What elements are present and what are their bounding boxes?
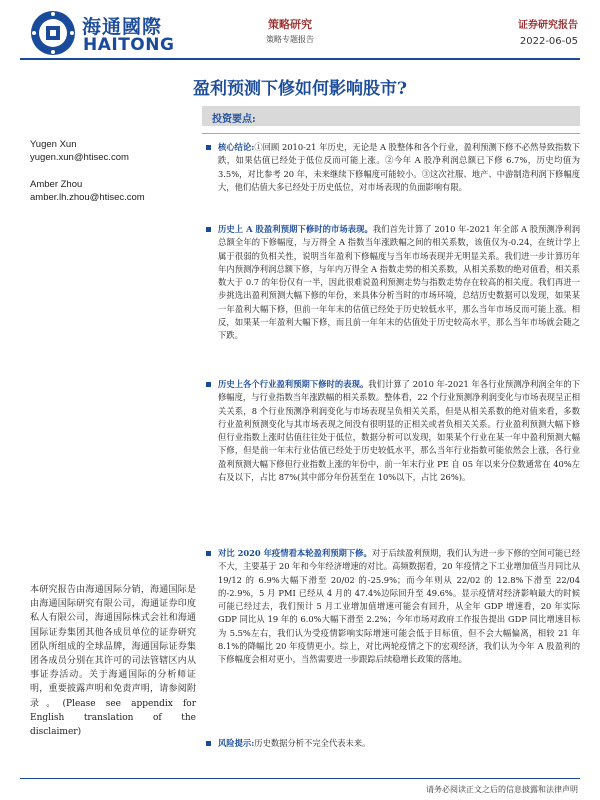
bullet-text: 我们首先计算了 2010 年-2021 年全部 A 股预测净利润总额全年的下修幅度，与万得全 A 指数当年涨跌幅之间的相关系数，该值仅为-0.24，在统计学上属于很弱的负相关性，说明当年盈利下修幅度与当年市场表现并无明显关系。我们进一步计算历年年内预测净利润总额下修，与年内万得全 A 指数走势的相关系数，从相关系数的绝对值看，相关系数大于 0.7 的年份仅有一半，因此很难说盈利预测走势与指数走势存在较高的相关度。我们再进一步挑选出盈利预测大幅下修的年份，来具体分析当时的市场环境，总结历史数据可以发现，如果某一年盈利大幅下修，但前一年年末的估值已经处于历史较低水平，那么当年市场反而可能上涨。相反，如果某一年盈利大幅下修，而且前一年年末的估值处于历史较高水平，那么当年市场就会随之下跌。 (218, 224, 581, 341)
bullet-square-icon (206, 741, 211, 746)
key-points-label: 投资要点: (212, 114, 256, 125)
report-date: 2022-06-05 (519, 36, 578, 47)
bullet-text: ①回顾 2010-21 年历史，无论是 A 股整体和各个行业，盈利预测下修不必然导致指数下跌，如果估值已经处于低位反而可能上涨。②今年 A 股净利润总额已下修 6.7%，历史均值为 3.5%，对比参考 20 年，未来继续下修幅度可能较小。③这次社服、地产、中游制造利润下修幅度大，他们估值大多已经处于历史低位，对市场表现的负面影响有限。 (218, 142, 580, 192)
report-category: 证券研究报告 (518, 20, 578, 31)
bullet-covid-comparison (206, 547, 580, 667)
logo-chinese-name: 海通國際 (82, 16, 163, 38)
bullet-core-conclusion (206, 141, 580, 194)
bullet-lead: 核心结论: (218, 142, 255, 152)
header-divider (20, 58, 580, 60)
bullet-text: 我们计算了 2010 年-2021 年各行业预测净利润全年的下修幅度，与行业指数当年涨跌幅的相关系数。整体看，22 个行业预测净利润变化与市场表现呈正相关关系，8 个行业预测净利润变化与市场表现呈负相关关系，但是从相关系数的绝对值来看，多数行业盈利预测变化与其市场表现之间没有很明显的正相关或者负相关关系。行业盈利预测大幅下修但行业指数上涨时估值往往处于低位，数据分析可以发现，如果某个行业在某一年中盈利预测大幅下修，但是前一年末行业估值已经处于历史较低水平，那么当年行业指数可能依然会上涨，各行业盈利预测大幅下修但行业指数上涨的年份中，前一年末行业 PE 自 05 年以来分位数通常在 40%左右及以下，占比 87%(其中部分年份甚至在 10%以下，占比 26%)。 (218, 379, 580, 483)
key-points-header (202, 106, 580, 126)
author-name: Yugen Xun (30, 139, 77, 150)
key-points-divider (202, 133, 580, 134)
author-email[interactable]: amber.lh.zhou@htisec.com (30, 192, 145, 203)
bullet-text: 历史数据分析不完全代表未来。 (254, 738, 371, 748)
bullet-lead: 对比 2020 年疫情看本轮盈利预期下修。 (218, 548, 372, 558)
author-entry (30, 138, 190, 164)
logo-english-name: HAITONG (83, 35, 175, 55)
footer-notice: 请务必阅读正文之后的信息披露和法律声明 (426, 785, 578, 794)
footer-divider (20, 778, 580, 779)
bullet-square-icon (206, 227, 211, 232)
bullet-lead: 风险提示: (218, 738, 255, 748)
haitong-logo (30, 10, 190, 56)
report-type: 策略研究 (268, 18, 312, 31)
distribution-disclaimer: 本研究报告由海通国际分销，海通国际是由海通国际研究有限公司，海通证券印度私人有限公司，海通国际株式会社和海通国际证券集团其他各成员单位的证券研究团队所组成的全球品牌，海通国际证券集团各成员分别在其许可的司法管辖区内从事证券活动。关于海通国际的分析师证明，重要披露声明和免责声明，请参阅附录。(Please see appendix for English translation of the disclaimer) (30, 585, 196, 738)
bullet-lead: 历史上 A 股盈利预期下修时的市场表现。 (218, 224, 373, 234)
author-name: Amber Zhou (30, 179, 83, 190)
page-title: 盈利预测下修如何影响股市? (193, 79, 407, 99)
bullet-square-icon (206, 145, 211, 150)
author-entry (30, 178, 190, 204)
authors (30, 138, 190, 218)
bullet-history-a-share (206, 223, 580, 343)
bullet-risk (206, 737, 580, 750)
bullet-history-industries (206, 378, 580, 484)
bullet-lead: 历史上各个行业盈利预期下修时的表现。 (218, 379, 369, 389)
bullet-square-icon (206, 382, 211, 387)
haitong-coin-icon (30, 10, 76, 56)
author-email[interactable]: yugen.xun@htisec.com (30, 152, 129, 163)
report-subtype: 策略专题报告 (266, 35, 314, 44)
bullet-square-icon (206, 551, 211, 556)
bullet-text: 对于后续盈利预期，我们认为进一步下修的空间可能已经不大，主要基于 20 年和今年经济增速的对比。高频数据看，20 年疫情之下工业增加值当月同比从 19/12 的 6.9%大幅下滑至 20/02 的-25.9%；而今年则从 22/02 的 12.8%下滑至 22/04 的-2.9%，5 月 PMI 已经从 4 月的 47.4%边际回升至 49.6%。显示疫情对经济影响最大的时候可能已经过去，我们预计 5 月工业增加值增速可能会有回升，从全年 GDP 增速看，20 年实际 GDP 同比从 19 年的 6.0%大幅下滑至 2.2%；今年市场对政府工作报告提出 GDP 同比增速目标为 5.5%左右，我们认为受疫情影响实际增速可能会低于目标值，但不会大幅偏离，相较 21 年 8.1%的降幅比 20 年疫情更小。综上，对比两轮疫情之下的宏观经济，我们认为今年 A 股盈利的下修幅度会相对更小，当然需要进一步跟踪后续稳增长政策的落地。 (218, 548, 580, 665)
